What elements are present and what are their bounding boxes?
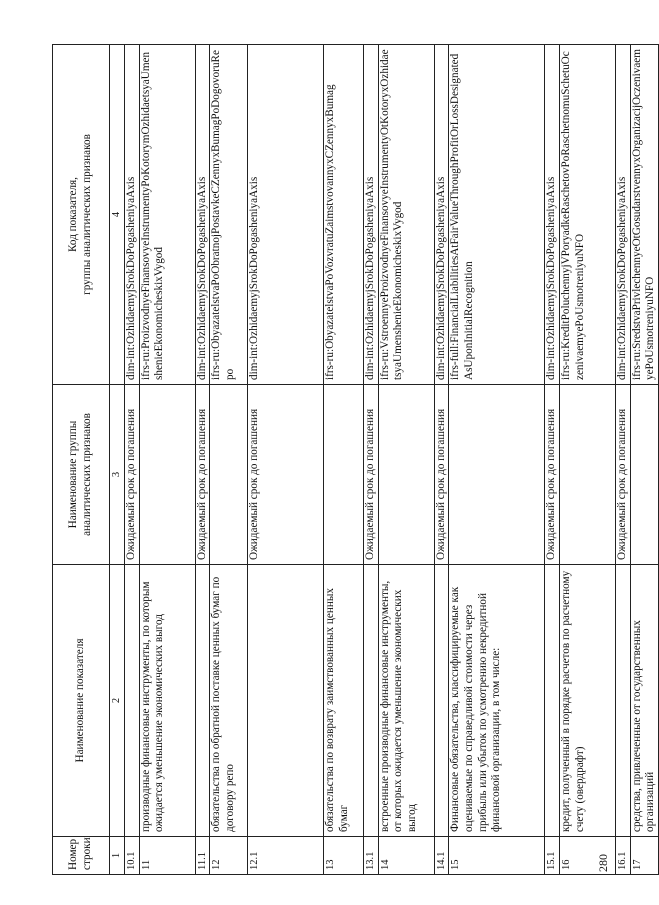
table-row xyxy=(324,45,364,875)
header-row-number: Номер строки xyxy=(53,837,110,875)
group-name: Ожидаемый срок до погашения xyxy=(195,385,210,565)
table-row xyxy=(248,45,324,875)
indicator-name: Финансовые обязательства, классифицируемые как оцениваемые по справедливой стоимости через прибыль или убыток по усмотрению некредитной финансовой организации, в том числе: xyxy=(449,565,545,837)
indicator-code: ifrs-ru:ProizvodnyeFinansovyeInstrumentyPoKotorymOzhidaetsyaUmenshenieEkonomicheskixVygod xyxy=(139,45,195,385)
column-number: 4 xyxy=(110,45,125,385)
group-name xyxy=(210,385,248,565)
row-number: 15.1 xyxy=(545,837,560,875)
table-row xyxy=(139,45,195,875)
indicator-name: кредит, полученный в порядке расчетов по расчетному счету (овердрафт) xyxy=(559,565,615,837)
group-name: Ожидаемый срок до погашения xyxy=(615,385,630,565)
indicator-code: dim-int:OzhidaemyjSrokDoPogasheniyaAxis xyxy=(195,45,210,385)
indicator-name: средства, привлеченные от государственных организаций xyxy=(630,565,658,837)
indicator-code: ifrs-full:FinancialLiabilitiesAtFairValueThroughProfitOrLossDesignatedAsUponInitialRecognition xyxy=(449,45,545,385)
indicator-code: dim-int:OzhidaemyjSrokDoPogasheniyaAxis xyxy=(545,45,560,385)
table-row xyxy=(449,45,545,875)
row-number: 17 xyxy=(630,837,658,875)
indicator-code: ifrs-ru:ObyazatelstvaPoVozvratuZaimstvovannyxCZennyxBumag xyxy=(324,45,364,385)
indicator-name: производные финансовые инструменты, по которым ожидается уменьшение экономических выгод xyxy=(139,565,195,837)
indicator-code: dim-int:OzhidaemyjSrokDoPogasheniyaAxis xyxy=(248,45,324,385)
group-name xyxy=(324,385,364,565)
column-number: 3 xyxy=(110,385,125,565)
indicator-name xyxy=(364,565,379,837)
indicator-name: обязательства по обратной поставке ценных бумаг по договору репо xyxy=(210,565,248,837)
row-number: 15 xyxy=(449,837,545,875)
group-name: Ожидаемый срок до погашения xyxy=(125,385,140,565)
group-name: Ожидаемый срок до погашения xyxy=(545,385,560,565)
table-row xyxy=(195,45,210,875)
indicator-name xyxy=(248,565,324,837)
group-name: Ожидаемый срок до погашения xyxy=(364,385,379,565)
group-name xyxy=(378,385,434,565)
column-number: 1 xyxy=(110,837,125,875)
row-number: 12 xyxy=(210,837,248,875)
page-number: 280 xyxy=(596,854,610,872)
group-name xyxy=(449,385,545,565)
group-name xyxy=(559,385,615,565)
indicator-name xyxy=(545,565,560,837)
table-row xyxy=(559,45,615,875)
indicator-code: ifrs-ru:ObyazatelstvaPoObratnojPostavkeCZennyxBumagPoDogovoruRepo xyxy=(210,45,248,385)
indicator-code: dim-int:OzhidaemyjSrokDoPogasheniyaAxis xyxy=(434,45,449,385)
indicator-code: dim-int:OzhidaemyjSrokDoPogasheniyaAxis xyxy=(615,45,630,385)
indicator-name xyxy=(615,565,630,837)
indicator-code: ifrs-ru:SredstvaPrivlechennyeOtGosudarstvennyxOrganizacijOczenivaemyePoUsmotreniyuNFO xyxy=(630,45,658,385)
row-number: 13.1 xyxy=(364,837,379,875)
row-number: 16 xyxy=(559,837,615,875)
header-row xyxy=(53,45,110,875)
row-number: 11.1 xyxy=(195,837,210,875)
table-row xyxy=(364,45,379,875)
column-number-row xyxy=(110,45,125,875)
table-row xyxy=(125,45,140,875)
indicator-code: dim-int:OzhidaemyjSrokDoPogasheniyaAxis xyxy=(364,45,379,385)
indicator-name xyxy=(125,565,140,837)
table-row xyxy=(434,45,449,875)
table-row xyxy=(615,45,630,875)
indicator-name xyxy=(195,565,210,837)
table-row xyxy=(630,45,658,875)
indicator-code: ifrs-ru:KreditPoluchennyjVPoryadkeRaschetovPoRaschetnomuSchetuOczenivaemyePoUsmotreniyuNFO xyxy=(559,45,615,385)
group-name: Ожидаемый срок до погашения xyxy=(434,385,449,565)
group-name: Ожидаемый срок до погашения xyxy=(248,385,324,565)
row-number: 11 xyxy=(139,837,195,875)
indicator-name: встроенные производные финансовые инструменты, от которых ожидается уменьшение экономических выгод xyxy=(378,565,434,837)
group-name xyxy=(630,385,658,565)
header-code: Код показателя, группы аналитических признаков xyxy=(53,45,110,385)
group-name xyxy=(139,385,195,565)
table-row xyxy=(545,45,560,875)
indicator-code: dim-int:OzhidaemyjSrokDoPogasheniyaAxis xyxy=(125,45,140,385)
indicator-name: обязательства по возврату заимствованных ценных бумаг xyxy=(324,565,364,837)
row-number: 16.1 xyxy=(615,837,630,875)
header-group-name: Наименование группы аналитических признаков xyxy=(53,385,110,565)
row-number: 14 xyxy=(378,837,434,875)
row-number: 12.1 xyxy=(248,837,324,875)
row-number: 10.1 xyxy=(125,837,140,875)
table-row xyxy=(378,45,434,875)
row-number: 14.1 xyxy=(434,837,449,875)
row-number: 13 xyxy=(324,837,364,875)
table-row xyxy=(210,45,248,875)
header-indicator-name: Наименование показателя xyxy=(53,565,110,837)
column-number: 2 xyxy=(110,565,125,837)
indicator-table xyxy=(52,44,659,875)
indicator-name xyxy=(434,565,449,837)
indicator-code: ifrs-ru:VstroennyeProizvodnyeFinansovyeInstrumentyOtKotoryxOzhidaetsyaUmenshenieEkonomicheskixVygod xyxy=(378,45,434,385)
